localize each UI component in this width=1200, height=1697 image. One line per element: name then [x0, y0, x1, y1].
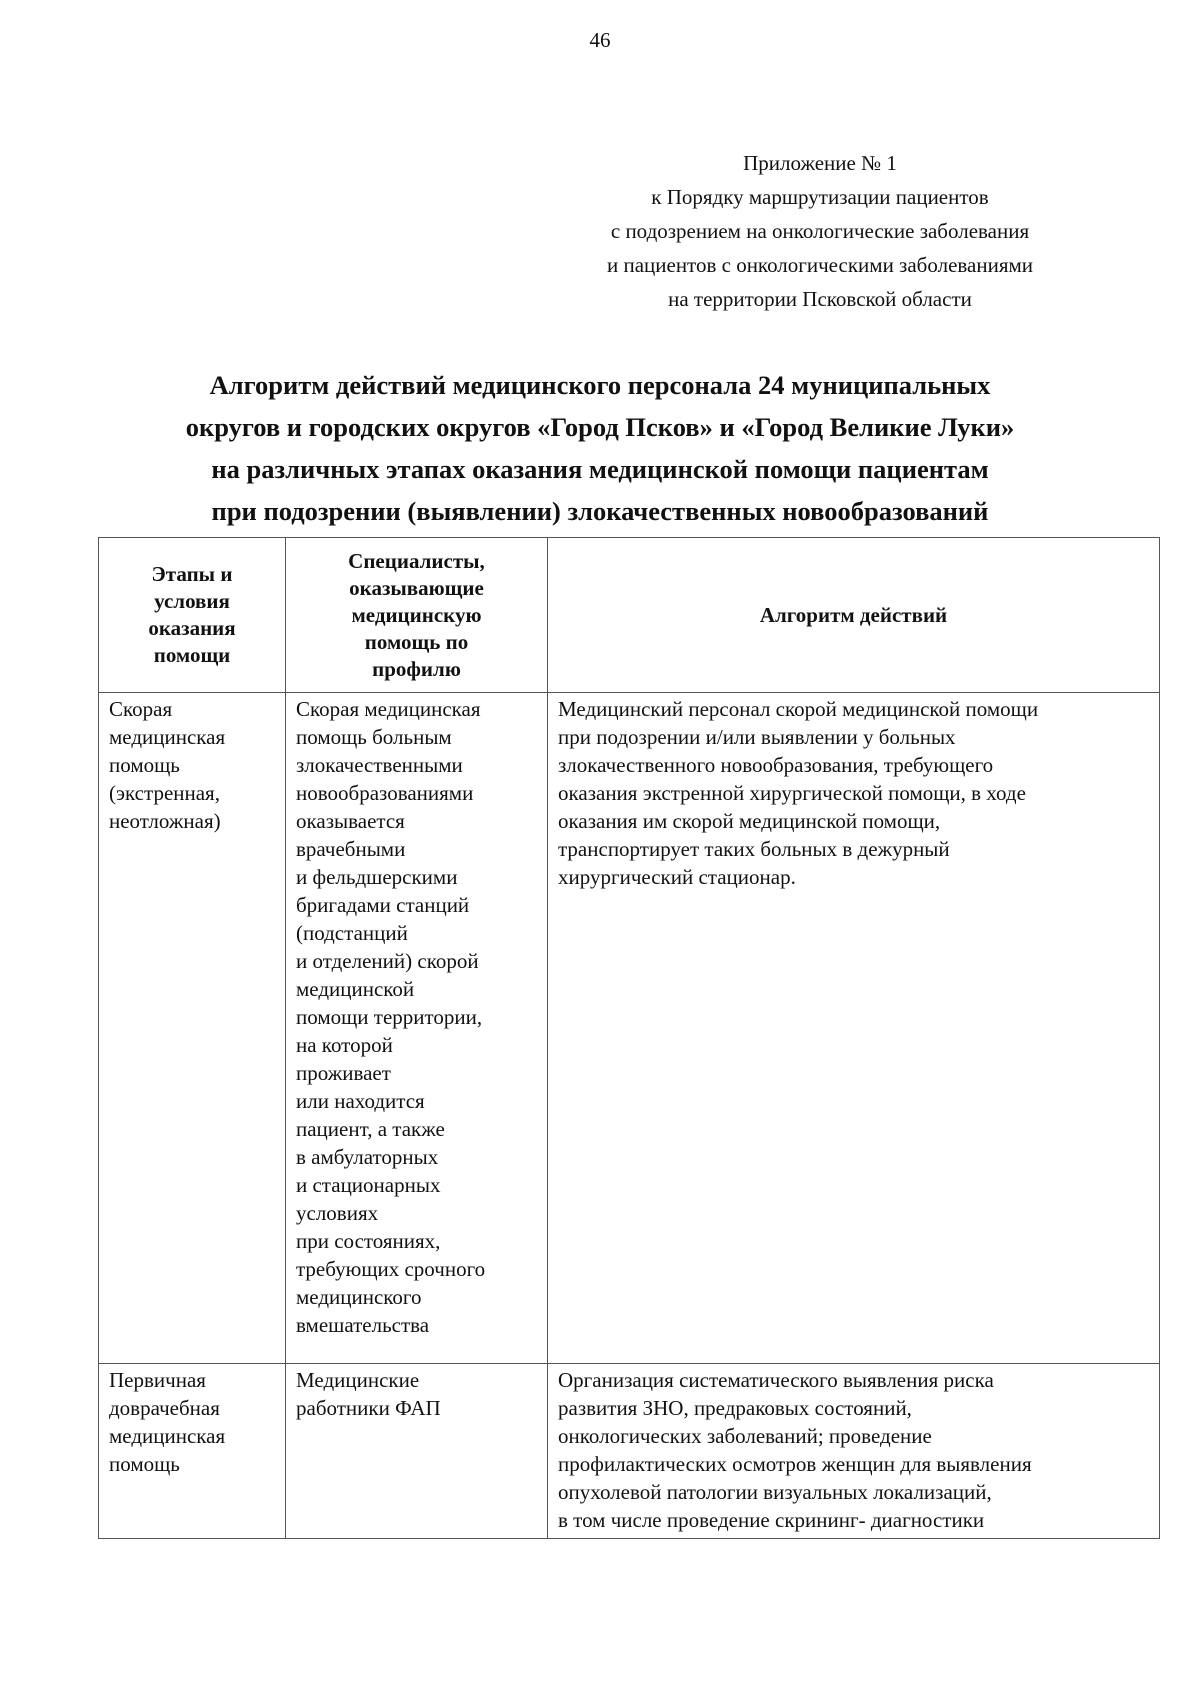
title-line: при подозрении (выявлении) злокачественных новообразований: [211, 496, 989, 526]
cell-specialists: Медицинские работники ФАП: [286, 1364, 548, 1539]
appendix-line: с подозрением на онкологические заболевания: [610, 219, 1030, 243]
title-line: Алгоритм действий медицинского персонала 24 муниципальных: [209, 370, 991, 400]
table-row: [99, 693, 1160, 1364]
header-stages: Этапы и условия оказания помощи: [99, 538, 286, 693]
cell-specialists: Скорая медицинская помощь больным злокачественными новообразованиями оказывается врачебными и фельдшерскими бригадами станций (подстанций и отделений) скорой медицинской помощи территории, на которой проживает или находится пациент, а также в амбулаторных и стационарных условиях при состояниях, требующих срочного медицинского вмешательства: [286, 693, 548, 1364]
appendix-header: [555, 146, 1085, 316]
cell-algorithm: Медицинский персонал скорой медицинской помощи при подозрении и/или выявлении у больных злокачественного новообразования, требующего оказания экстренной хирургической помощи, в ходе оказания им скорой медицинской помощи, транспортирует таких больных в дежурный хирургический стационар.: [548, 693, 1160, 1364]
cell-stage: Скорая медицинская помощь (экстренная, неотложная): [99, 693, 286, 1364]
appendix-line: Приложение № 1: [743, 151, 897, 175]
appendix-line: к Порядку маршрутизации пациентов: [651, 185, 989, 209]
document-title: [100, 364, 1100, 532]
cell-stage: Первичная доврачебная медицинская помощь: [99, 1364, 286, 1539]
cell-algorithm: Организация систематического выявления риска развития ЗНО, предраковых состояний, онкологических заболеваний; проведение профилактических осмотров женщин для выявления опухолевой патологии визуальных локализаций, в том числе проведение скрининг- диагностики: [548, 1364, 1160, 1539]
appendix-line: и пациентов с онкологическими заболеваниями: [606, 253, 1034, 277]
page-number: 46: [589, 28, 611, 52]
table-row: [99, 1364, 1160, 1539]
title-line: на различных этапах оказания медицинской помощи пациентам: [211, 454, 989, 484]
appendix-line: на территории Псковской области: [668, 287, 972, 311]
header-specialists: Специалисты, оказывающие медицинскую помощь по профилю: [286, 538, 548, 693]
algorithm-table: [98, 537, 1160, 1539]
header-algorithm: Алгоритм действий: [548, 538, 1160, 693]
title-line: округов и городских округов «Город Псков» и «Город Великие Луки»: [185, 412, 1015, 442]
table-header-row: [99, 538, 1160, 693]
